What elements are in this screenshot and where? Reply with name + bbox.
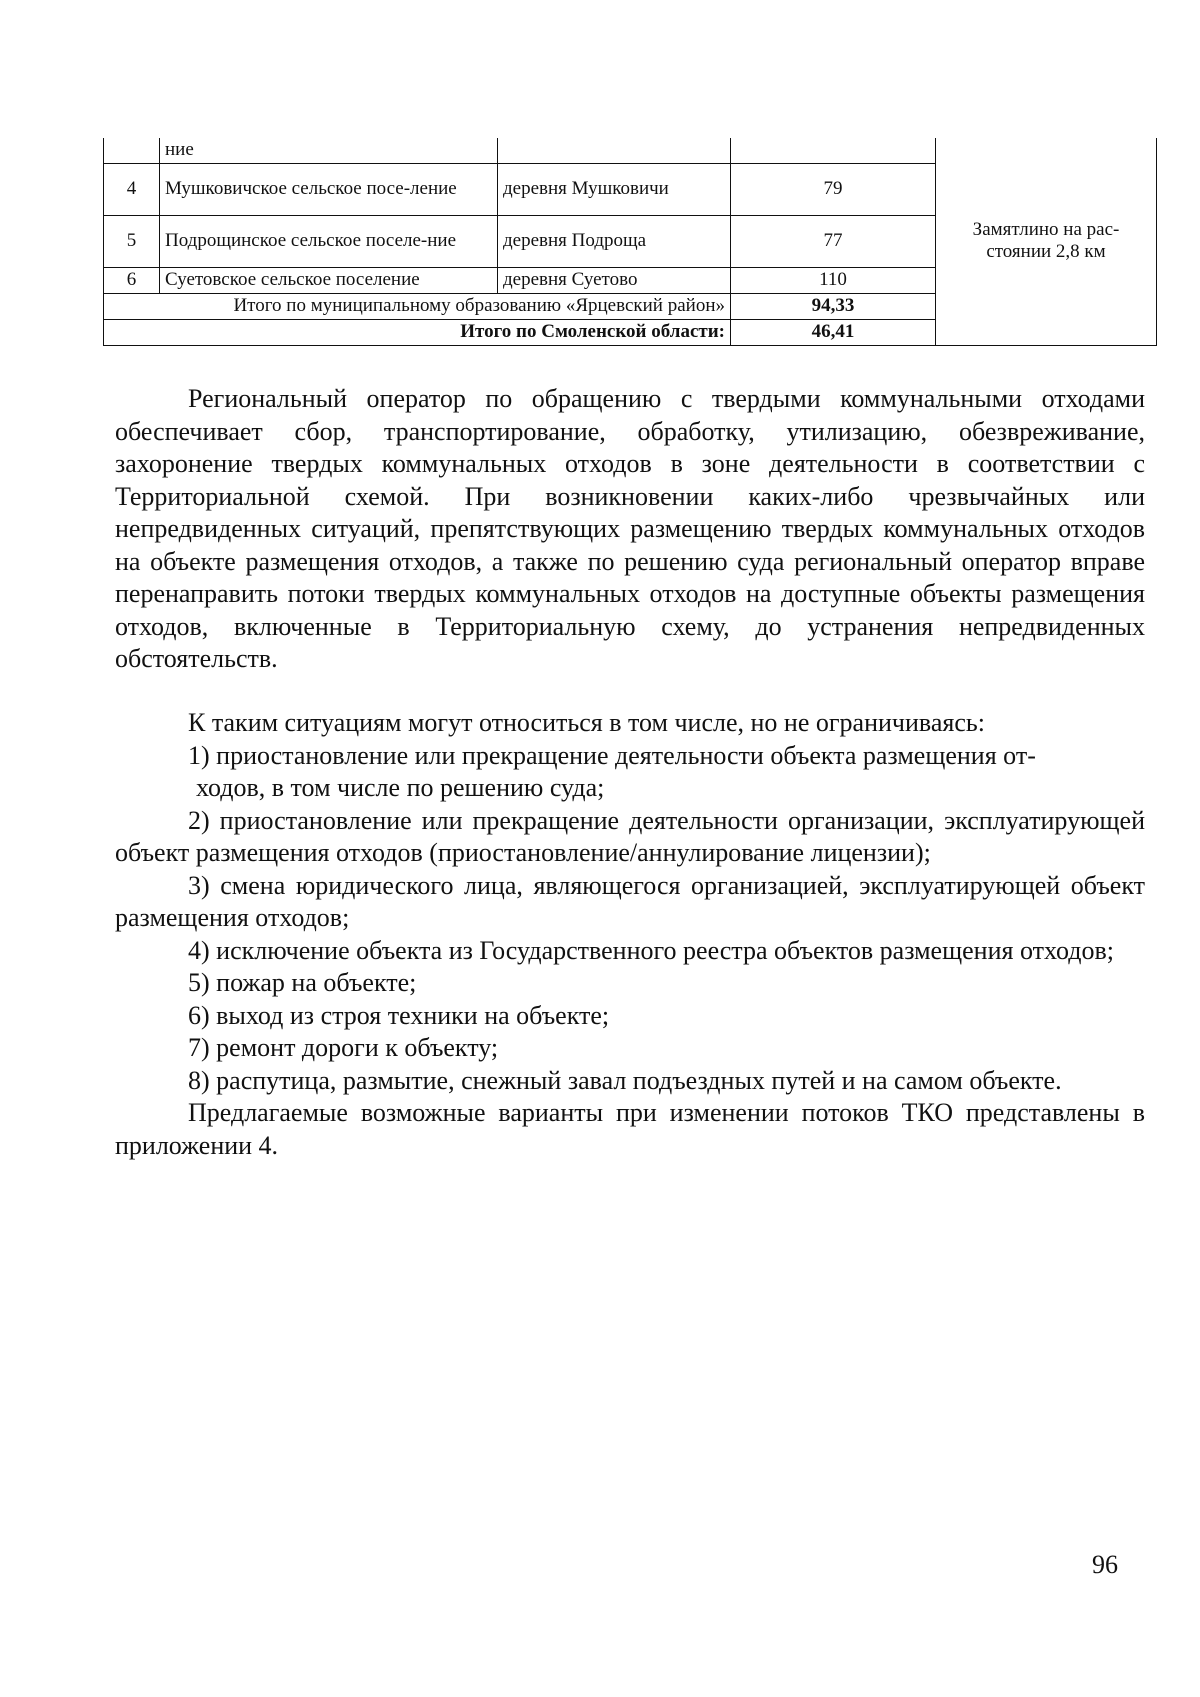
row-number [104, 138, 160, 163]
row-value: 79 [731, 163, 936, 215]
list-item-7: 7) ремонт дороги к объекту; [188, 1033, 499, 1062]
list-item-8: 8) распутица, размытие, снежный завал подъездных путей и на самом объекте. [188, 1065, 1062, 1095]
village-name [498, 138, 731, 163]
list-item-1: 1) приостановление или прекращение деятельности объекта размещения от- [188, 740, 1036, 770]
village-name: деревня Суетово [498, 267, 731, 293]
list-item-6: 6) выход из строя техники на объекте; [188, 1000, 610, 1030]
main-text [115, 383, 1145, 676]
situations-list [115, 707, 1145, 1162]
page-number: 96 [1092, 1550, 1118, 1579]
total-region-value: 46,41 [731, 319, 936, 345]
list-item-1-continuation: ходов, в том числе по решению суда; [196, 773, 605, 802]
village-name: деревня Мушковичи [498, 163, 731, 215]
list-item-2: 2) приостановление или прекращение деятельности организации, эксплуатирующей объект размещения отходов (приостановление/аннулирование лицензии); [115, 805, 1145, 867]
row-number: 6 [104, 267, 160, 293]
row-value: 77 [731, 215, 936, 267]
distance-note: Замятлино на рас-стоянии 2,8 км [936, 138, 1157, 345]
list-item-4: 4) исключение объекта из Государственного реестра объектов размещения отходов; [188, 935, 1114, 965]
waste-table-container [103, 138, 1156, 346]
list-item-3: 3) смена юридического лица, являющегося организацией, эксплуатирующей объект размещения отходов; [115, 870, 1145, 932]
list-intro: К таким ситуациям могут относиться в том числе, но не ограничиваясь: [188, 708, 985, 737]
total-district-value: 94,33 [731, 293, 936, 319]
settlement-name: Суетовское сельское поселение [160, 267, 498, 293]
row-number: 5 [104, 215, 160, 267]
settlement-name: Подрощинское сельское поселе-ние [160, 215, 498, 267]
settlement-name: Мушковичское сельское посе-ление [160, 163, 498, 215]
closing-paragraph: Предлагаемые возможные варианты при изменении потоков ТКО представлены в приложении 4. [115, 1098, 1145, 1160]
list-item-5: 5) пожар на объекте; [188, 968, 417, 997]
settlement-name: ние [160, 138, 498, 163]
paragraph-regional-operator: Региональный оператор по обращению с твердыми коммунальными отходами обеспечивает сбор, транспортирование, обработку, утилизацию, обезвреживание, захоронение твердых коммунальных отходов в зоне деятельности в соответствии с Территориальной схемой. При возникновении каких-либо чрезвычайных или непредвиденных ситуаций, препятствующих размещению твердых коммунальных отходов на объекте размещения отходов, а также по решению суда региональный оператор вправе перенаправить потоки твердых коммунальных отходов на доступные объекты размещения отходов, включенные в Территориальную схему, до устранения непредвиденных обстоятельств. [115, 384, 1145, 673]
table-row [104, 138, 1157, 163]
row-number: 4 [104, 163, 160, 215]
waste-table [103, 138, 1157, 346]
row-value: 110 [731, 267, 936, 293]
village-name: деревня Подроща [498, 215, 731, 267]
total-district-label: Итого по муниципальному образованию «Ярцевский район» [104, 293, 731, 319]
total-region-label: Итого по Смоленской области: [104, 319, 731, 345]
row-value [731, 138, 936, 163]
